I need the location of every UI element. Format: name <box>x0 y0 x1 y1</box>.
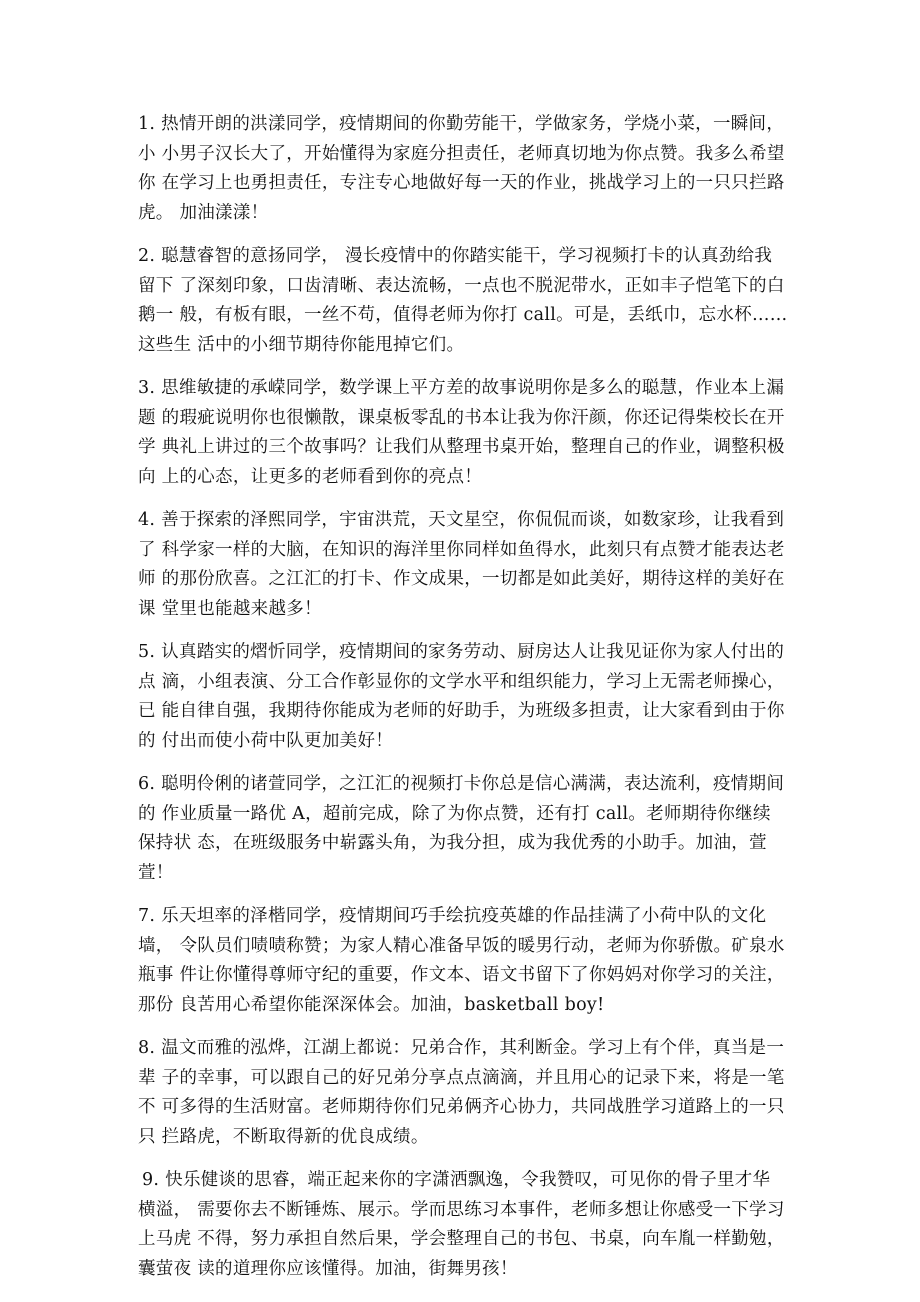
comment-paragraph-6: 6. 聪明伶俐的诸萱同学，之江汇的视频打卡你总是信心满满，表达流利，疫情期间的 作业质量一路优 A，超前完成，除了为你点赞，还有打 call。老师期待你继续保持状 态，在班级服务中崭露头角，为我分担，成为我优秀的小助手。加油，萱萱！ <box>138 774 785 883</box>
document-body <box>138 110 788 1298</box>
comment-paragraph-8: 8. 温文而雅的泓烨，江湖上都说：兄弟合作，其利断金。学习上有个伴，真当是一辈 子的幸事，可以跟自己的好兄弟分享点点滴滴，并且用心的记录下来，将是一笔不 可多得的生活财富。老师期待你们兄弟俩齐心协力，共同战胜学习道路上的一只只 拦路虎，不断取得新的优良成绩。 <box>138 1038 785 1147</box>
comment-paragraph-9: 9. 快乐健谈的思睿，端正起来你的字潇洒飘逸，令我赞叹，可见你的骨子里才华横溢， 需要你去不断锤炼、展示。学而思练习本事件，老师多想让你感受一下学习上马虎 不得，努力承担自然后果，学会整理自己的书包、书桌，向车胤一样勤勉，囊萤夜 读的道理你应该懂得。加油，街舞男孩！ <box>138 1170 785 1279</box>
comment-paragraph-4: 4. 善于探索的泽熙同学，宇宙洪荒，天文星空，你侃侃而谈，如数家珍，让我看到了 科学家一样的大脑，在知识的海洋里你同样如鱼得水，此刻只有点赞才能表达老师 的那份欣喜。之江汇的打卡、作文成果，一切都是如此美好，期待这样的美好在课 堂里也能越来越多！ <box>138 510 785 619</box>
comment-paragraph-7: 7. 乐天坦率的泽楷同学，疫情期间巧手绘抗疫英雄的作品挂满了小荷中队的文化墙， 令队员们啧啧称赞；为家人精心准备早饭的暖男行动，老师为你骄傲。矿泉水瓶事 件让你懂得尊师守纪的重要，作文本、语文书留下了你妈妈对你学习的关注，那份 良苦用心希望你能深深体会。加油，basketball boy! <box>138 906 785 1015</box>
comment-paragraph-2: 2. 聪慧睿智的意扬同学， 漫长疫情中的你踏实能干，学习视频打卡的认真劲给我留下 了深刻印象，口齿清晰、表达流畅，一点也不脱泥带水，正如丰子恺笔下的白鹅一 般，有板有眼，一丝不苟，值得老师为你打 call。可是，丢纸巾，忘水杯……这些生 活中的小细节期待你能甩掉它们。 <box>138 246 788 355</box>
comment-paragraph-5: 5. 认真踏实的熠忻同学，疫情期间的家务劳动、厨房达人让我见证你为家人付出的点 滴，小组表演、分工合作彰显你的文学水平和组织能力，学习上无需老师操心，已 能自律自强，我期待你能成为老师的好助手，为班级多担责，让大家看到由于你的 付出而使小荷中队更加美好！ <box>138 642 785 751</box>
comment-paragraph-1: 1. 热情开朗的洪漾同学，疫情期间的你勤劳能干，学做家务，学烧小菜，一瞬间，小 小男子汉长大了，开始懂得为家庭分担责任，老师真切地为你点赞。我多么希望你 在学习上也勇担责任，专注专心地做好每一天的作业，挑战学习上的一只只拦路虎。 加油漾漾！ <box>138 114 785 223</box>
comment-paragraph-3: 3. 思维敏捷的承嵘同学，数学课上平方差的故事说明你是多么的聪慧，作业本上漏题 的瑕疵说明你也很懒散，课桌板零乱的书本让我为你汗颜，你还记得柴校长在开学 典礼上讲过的三个故事吗？让我们从整理书桌开始，整理自己的作业，调整积极向 上的心态，让更多的老师看到你的亮点！ <box>138 378 785 487</box>
